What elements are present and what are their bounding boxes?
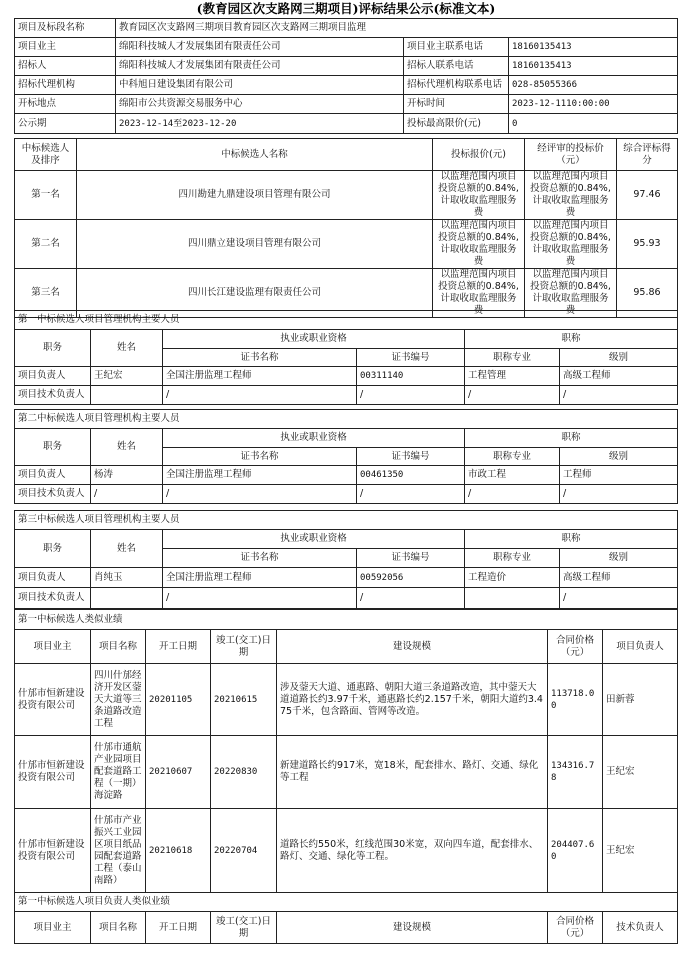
performance-table <box>14 609 678 944</box>
perf-owner: 什邡市恒新建设投资有限公司 <box>15 736 91 809</box>
period-label: 公示期 <box>15 114 116 134</box>
header-qualification: 执业或职业资格 <box>163 330 465 349</box>
cert-no: 00461350 <box>357 466 465 485</box>
perf-owner: 什邡市恒新建设投资有限公司 <box>15 809 91 893</box>
staff-section-heading: 第三中标候选人项目管理机构主要人员 <box>15 511 678 530</box>
level: / <box>560 588 678 609</box>
cert-no: 00311140 <box>357 367 465 386</box>
header-position: 职务 <box>15 330 91 367</box>
level: / <box>560 485 678 504</box>
rank: 第三名 <box>15 269 77 318</box>
page-title: (教育园区次支路网三期项目)评标结果公示(标准文本) <box>196 1 496 16</box>
header-name: 姓名 <box>91 429 163 466</box>
perf-start: 20201105 <box>146 664 211 736</box>
tenderer-value: 绵阳科技城人才发展集团有限责任公司 <box>116 57 404 76</box>
perf-scale: 新建道路长约917米，宽18米，配套排水、路灯、交通、绿化等工程 <box>277 736 548 809</box>
staff-section-heading: 第一中标候选人项目管理机构主要人员 <box>15 311 678 330</box>
perf-price: 134316.78 <box>548 736 603 809</box>
header-position: 职务 <box>15 429 91 466</box>
mgr-header-project: 项目名称 <box>91 912 146 944</box>
cert-name: 全国注册监理工程师 <box>163 466 357 485</box>
ranking-header-rank: 中标候选人及排序 <box>15 139 77 171</box>
tenderer-label: 招标人 <box>15 57 116 76</box>
tenderer-phone-value: 18160135413 <box>509 57 678 76</box>
cert-no: 00592056 <box>357 568 465 588</box>
level: 高级工程师 <box>560 568 678 588</box>
header-cert-name: 证书名称 <box>163 448 357 466</box>
header-qualification: 执业或职业资格 <box>163 530 465 549</box>
max-price-label: 投标最高限价(元) <box>404 114 509 134</box>
title-major: / <box>465 386 560 405</box>
title-major: 工程造价 <box>465 568 560 588</box>
perf-project: 什邡市通航产业园项目配套道路工程（一期）海淀路 <box>91 736 146 809</box>
header-title-major: 职称专业 <box>465 448 560 466</box>
title-major: / <box>465 485 560 504</box>
mgr-header-end: 竣工(交工)日期 <box>211 912 277 944</box>
header-cert-name: 证书名称 <box>163 549 357 568</box>
title-major: 市政工程 <box>465 466 560 485</box>
owner-label: 项目业主 <box>15 38 116 57</box>
perf-header-end: 竣工(交工)日期 <box>211 630 277 664</box>
ranking-row <box>15 220 678 269</box>
perf-manager: 田新蓉 <box>603 664 678 736</box>
perf-header-manager: 项目负责人 <box>603 630 678 664</box>
staff-row <box>15 367 678 386</box>
performance-row <box>15 809 678 893</box>
position: 项目技术负责人 <box>15 588 91 609</box>
header-level: 级别 <box>560 448 678 466</box>
name: 杨涛 <box>91 466 163 485</box>
cert-name: / <box>163 485 357 504</box>
title-major: 工程管理 <box>465 367 560 386</box>
perf-price: 204407.60 <box>548 809 603 893</box>
position: 项目负责人 <box>15 466 91 485</box>
header-title-major: 职称专业 <box>465 349 560 367</box>
ranking-header-name: 中标候选人名称 <box>77 139 433 171</box>
header-level: 级别 <box>560 349 678 367</box>
name: / <box>91 485 163 504</box>
level: 工程师 <box>560 466 678 485</box>
candidate-name: 四川长江建设监理有限责任公司 <box>77 269 433 318</box>
cert-name: / <box>163 588 357 609</box>
ranking-row <box>15 171 678 220</box>
location-value: 绵阳市公共资源交易服务中心 <box>116 95 404 114</box>
cert-name: 全国注册监理工程师 <box>163 367 357 386</box>
perf-header-project: 项目名称 <box>91 630 146 664</box>
max-price-value: 0 <box>509 114 678 134</box>
header-position: 职务 <box>15 530 91 568</box>
level: / <box>560 386 678 405</box>
name <box>91 386 163 405</box>
perf-header-owner: 项目业主 <box>15 630 91 664</box>
score: 95.86 <box>617 269 678 318</box>
perf-project: 四川什邡经济开发区蓥天大道等三条道路改造工程 <box>91 664 146 736</box>
header-level: 级别 <box>560 549 678 568</box>
cert-name: / <box>163 386 357 405</box>
mgr-header-price: 合同价格（元） <box>548 912 603 944</box>
header-title-major: 职称专业 <box>465 549 560 568</box>
staff-row <box>15 466 678 485</box>
header-title-group: 职称 <box>465 330 678 349</box>
ranking-header-bid: 投标报价(元) <box>433 139 525 171</box>
project-name-value: 教育园区次支路网三期项目教育园区次支路网三期项目监理 <box>116 19 678 38</box>
perf-end: 20210615 <box>211 664 277 736</box>
name <box>91 588 163 609</box>
owner-value: 绵阳科技城人才发展集团有限责任公司 <box>116 38 404 57</box>
perf-header-start: 开工日期 <box>146 630 211 664</box>
position: 项目技术负责人 <box>15 386 91 405</box>
perf-start: 20210607 <box>146 736 211 809</box>
position: 项目负责人 <box>15 367 91 386</box>
staff-section-heading: 第二中标候选人项目管理机构主要人员 <box>15 410 678 429</box>
header-cert-name: 证书名称 <box>163 349 357 367</box>
cert-no: / <box>357 588 465 609</box>
staff-table-2 <box>14 409 678 504</box>
staff-row <box>15 485 678 504</box>
agency-value: 中科旭日建设集团有限公司 <box>116 76 404 95</box>
period-value: 2023-12-14至2023-12-20 <box>116 114 404 134</box>
perf-manager: 王纪宏 <box>603 736 678 809</box>
owner-phone-label: 项目业主联系电话 <box>404 38 509 57</box>
candidate-name: 四川鼎立建设项目管理有限公司 <box>77 220 433 269</box>
mgr-header-start: 开工日期 <box>146 912 211 944</box>
perf-header-price: 合同价格（元） <box>548 630 603 664</box>
header-cert-no: 证书编号 <box>357 349 465 367</box>
ranking-table <box>14 138 678 318</box>
bid-price: 以监理范围内项目投资总额的0.84%,计取收取监理服务费 <box>433 220 525 269</box>
performance-heading: 第一中标候选人类似业绩 <box>15 610 678 630</box>
perf-project: 什邡市产业振兴工业园区项目纸品园配套道路工程（泰山南路） <box>91 809 146 893</box>
bid-price: 以监理范围内项目投资总额的0.84%,计取收取监理服务费 <box>433 269 525 318</box>
mgr-header-tech-lead: 技术负责人 <box>603 912 678 944</box>
position: 项目负责人 <box>15 568 91 588</box>
performance-row <box>15 736 678 809</box>
reviewed-price: 以监理范围内项目投资总额的0.84%,计取收取监理服务费 <box>525 269 617 318</box>
rank: 第一名 <box>15 171 77 220</box>
agency-label: 招标代理机构 <box>15 76 116 95</box>
staff-row <box>15 386 678 405</box>
header-qualification: 执业或职业资格 <box>163 429 465 448</box>
cert-no: / <box>357 485 465 504</box>
reviewed-price: 以监理范围内项目投资总额的0.84%,计取收取监理服务费 <box>525 220 617 269</box>
tenderer-phone-label: 招标人联系电话 <box>404 57 509 76</box>
staff-row <box>15 568 678 588</box>
staff-table-3 <box>14 510 678 609</box>
agency-phone-label: 招标代理机构联系电话 <box>404 76 509 95</box>
title-major <box>465 588 560 609</box>
header-name: 姓名 <box>91 530 163 568</box>
header-title-group: 职称 <box>465 530 678 549</box>
staff-table-1 <box>14 310 678 405</box>
perf-scale: 道路长约550米，红线范围30米宽，双向四车道，配套排水、路灯、交通、绿化等工程。 <box>277 809 548 893</box>
position: 项目技术负责人 <box>15 485 91 504</box>
perf-end: 20220830 <box>211 736 277 809</box>
project-info-table <box>14 18 678 134</box>
location-label: 开标地点 <box>15 95 116 114</box>
header-cert-no: 证书编号 <box>357 448 465 466</box>
perf-price: 113718.00 <box>548 664 603 736</box>
mgr-header-scale: 建设规模 <box>277 912 548 944</box>
open-time-label: 开标时间 <box>404 95 509 114</box>
owner-phone-value: 18160135413 <box>509 38 678 57</box>
cert-name: 全国注册监理工程师 <box>163 568 357 588</box>
candidate-name: 四川勘建九鼎建设项目管理有限公司 <box>77 171 433 220</box>
reviewed-price: 以监理范围内项目投资总额的0.84%,计取收取监理服务费 <box>525 171 617 220</box>
ranking-header-score: 综合评标得分 <box>617 139 678 171</box>
rank: 第二名 <box>15 220 77 269</box>
name: 肖纯玉 <box>91 568 163 588</box>
name: 王纪宏 <box>91 367 163 386</box>
project-name-label: 项目及标段名称 <box>15 19 116 38</box>
mgr-header-owner: 项目业主 <box>15 912 91 944</box>
header-title-group: 职称 <box>465 429 678 448</box>
open-time-value: 2023-12-1110:00:00 <box>509 95 678 114</box>
level: 高级工程师 <box>560 367 678 386</box>
manager-performance-heading: 第一中标候选人项目负责人类似业绩 <box>15 893 678 912</box>
perf-owner: 什邡市恒新建设投资有限公司 <box>15 664 91 736</box>
perf-end: 20220704 <box>211 809 277 893</box>
perf-manager: 王纪宏 <box>603 809 678 893</box>
bid-price: 以监理范围内项目投资总额的0.84%,计取收取监理服务费 <box>433 171 525 220</box>
header-cert-no: 证书编号 <box>357 549 465 568</box>
score: 97.46 <box>617 171 678 220</box>
agency-phone-value: 028-85055366 <box>509 76 678 95</box>
header-name: 姓名 <box>91 330 163 367</box>
staff-row <box>15 588 678 609</box>
score: 95.93 <box>617 220 678 269</box>
perf-start: 20210618 <box>146 809 211 893</box>
perf-scale: 涉及蓥天大道、通惠路、朝阳大道三条道路改造，其中蓥天大道道路长约3.97千米，通惠路长约2.157千米，朝阳大道约3.475千米，包含路面、管网等改造。 <box>277 664 548 736</box>
perf-header-scale: 建设规模 <box>277 630 548 664</box>
performance-row <box>15 664 678 736</box>
ranking-header-reviewed: 经评审的投标价（元） <box>525 139 617 171</box>
cert-no: / <box>357 386 465 405</box>
